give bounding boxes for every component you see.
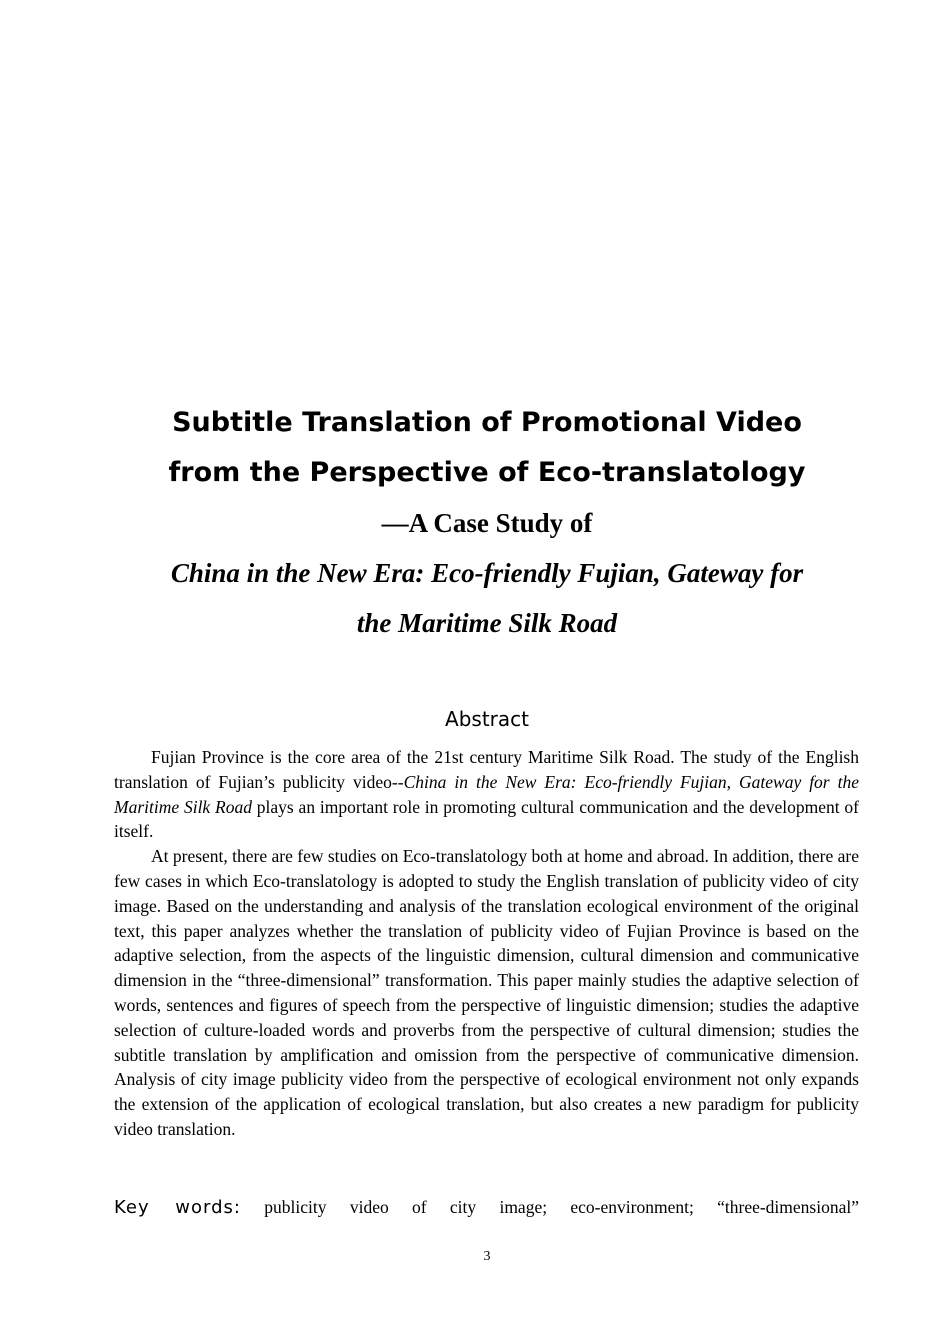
case-title-line-2: the Maritime Silk Road xyxy=(356,608,618,638)
title-line-2: from the Perspective of Eco-translatology xyxy=(168,457,806,488)
keywords-text: publicity video of city image; eco-environment; “three-dimensional” xyxy=(241,1197,859,1217)
keywords-line xyxy=(114,1194,859,1221)
page-number: 3 xyxy=(483,1249,491,1264)
abstract-p1-text-start: Fujian Province is the core area of the 21st century Maritime Silk Road. The study of the English translation of Fujian’s publicity video-- xyxy=(114,747,859,792)
subtitle-prefix: —A Case Study of xyxy=(381,508,593,538)
keywords-separator: : xyxy=(233,1197,241,1218)
abstract-paragraph-1 xyxy=(114,745,859,844)
abstract-p1-video-title: China in the New Era: Eco-friendly Fujian, Gateway for the Maritime Silk Road xyxy=(114,771,859,817)
abstract-paragraph-2: At present, there are few studies on Eco-translatology both at home and abroad. In addition, there are few cases in which Eco-translatology is adopted to study the English translation of publicity video of city image. Based on the understanding and analysis of the translation ecological environment of the original text, this paper analyzes whether the translation of publicity video of Fujian Province is based on the adaptive selection, from the aspects of the linguistic dimension, cultural dimension and communicative dimension in the “three-dimensional” transformation. This paper mainly studies the adaptive selection of words, sentences and figures of speech from the perspective of linguistic dimension; studies the adaptive selection of culture-loaded words and proverbs from the perspective of cultural dimension; studies the subtitle translation by amplification and omission from the perspective of communicative dimension. Analysis of city image publicity video from the perspective of ecological environment not only expands the extension of the application of ecological translation, but also creates a new paradigm for publicity video translation. xyxy=(114,846,860,1139)
title-line-1: Subtitle Translation of Promotional Video xyxy=(172,407,802,438)
title-block xyxy=(0,398,950,648)
abstract-heading: Abstract xyxy=(445,707,529,731)
case-title-line-1: China in the New Era: Eco-friendly Fujian, Gateway for xyxy=(170,558,804,588)
keywords-label: Key words xyxy=(114,1197,234,1218)
abstract-p1-text-end: plays an important role in promoting cultural communication and the development of itself. xyxy=(114,796,859,842)
abstract-body xyxy=(114,745,859,1142)
